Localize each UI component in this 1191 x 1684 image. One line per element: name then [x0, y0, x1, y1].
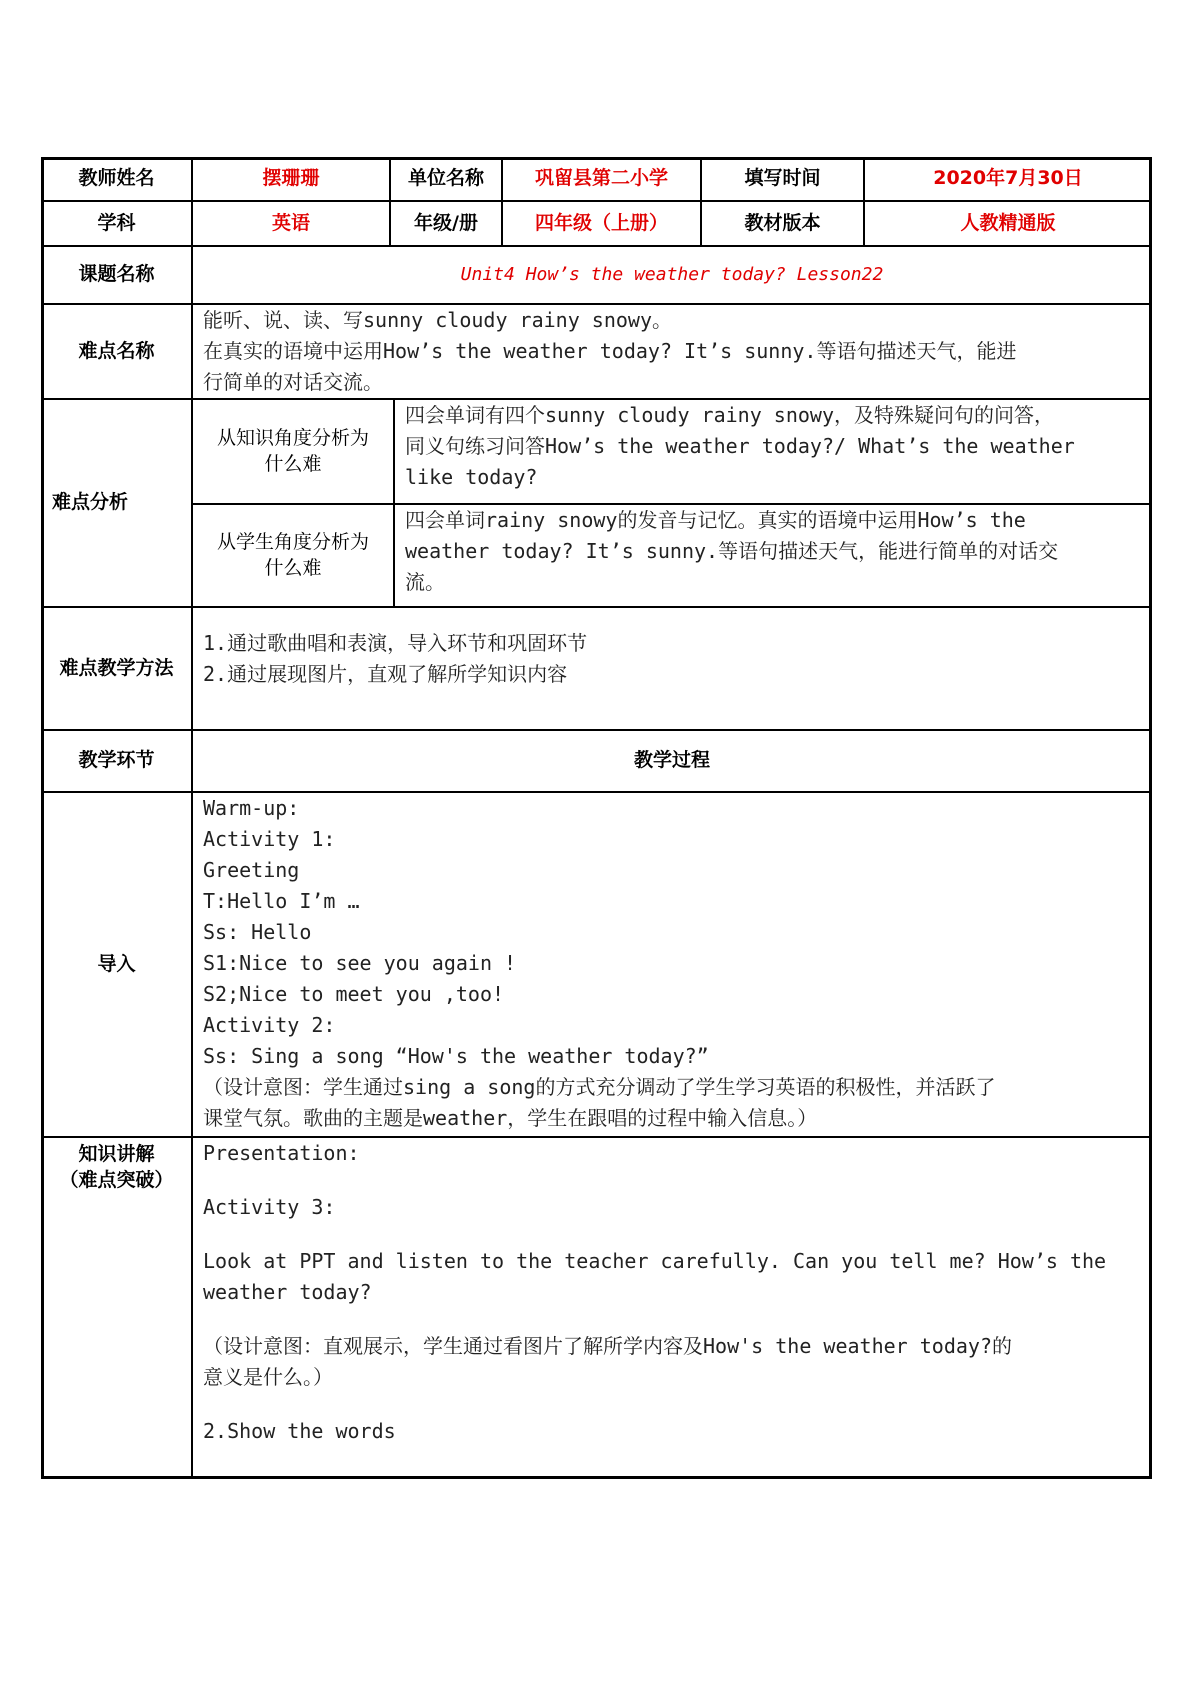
student-angle-label-line: 从学生角度分析为: [216, 530, 369, 553]
intro-line: 课堂气氛。歌曲的主题是weather，学生在跟唱的过程中输入信息。）: [203, 1106, 818, 1130]
knowledge-angle-label: [192, 399, 394, 504]
method-label: 难点教学方法: [41, 607, 192, 730]
difficulty-line: 在真实的语境中运用How’s the weather today? It’s sunny.等语句描述天气，能进: [203, 339, 1017, 363]
intro-line: Warm-up:: [203, 796, 300, 820]
topic-label: 课题名称: [41, 246, 192, 304]
knowledge-content: [192, 1137, 1152, 1479]
subject-label: 学科: [41, 201, 192, 246]
student-angle-content: [394, 504, 1152, 607]
intro-line: S2;Nice to meet you ,too!: [203, 982, 505, 1006]
knowledge-line: 2.Show the words: [203, 1419, 396, 1443]
student-angle-label-line: 什么难: [264, 556, 322, 579]
teaching-process-header: 教学过程: [192, 730, 1152, 792]
intro-line: Activity 2:: [203, 1013, 336, 1037]
intro-line: T:Hello I’m …: [203, 889, 360, 913]
intro-line: Ss: Hello: [203, 920, 312, 944]
intro-line: （设计意图：学生通过sing a song的方式充分调动了学生学习英语的积极性，并活跃了: [203, 1075, 996, 1099]
teacher-name-label: 教师姓名: [41, 157, 192, 201]
fill-date-value: 2020年7月30日: [864, 157, 1152, 201]
difficulty-line: 行简单的对话交流。: [203, 370, 383, 394]
analysis-label: 难点分析: [41, 399, 192, 607]
intro-line: S1:Nice to see you again !: [203, 951, 517, 975]
knowledge-line: Activity 3:: [203, 1195, 336, 1219]
intro-line: Ss: Sing a song “How's the weather today?”: [203, 1044, 709, 1068]
knowledge-angle-label-line: 从知识角度分析为: [216, 426, 369, 449]
knowledge-angle-line: like today?: [405, 465, 538, 489]
knowledge-angle-line: 同义句练习问答How’s the weather today?/ What’s the weather: [405, 434, 1075, 458]
grade-value: 四年级（上册）: [502, 201, 701, 246]
knowledge-angle-line: 四会单词有四个sunny cloudy rainy snowy，及特殊疑问句的问答，: [405, 403, 1054, 427]
subject-value: 英语: [192, 201, 390, 246]
knowledge-line: 意义是什么。）: [203, 1365, 333, 1389]
edition-label: 教材版本: [701, 201, 864, 246]
difficulty-label: 难点名称: [41, 304, 192, 399]
intro-label: 导入: [41, 792, 192, 1137]
knowledge-line: Presentation:: [203, 1141, 360, 1165]
knowledge-label-line: （难点突破）: [59, 1168, 174, 1191]
knowledge-line: Look at PPT and listen to the teacher carefully. Can you tell me? How’s the: [203, 1249, 1107, 1273]
knowledge-label-line: 知识讲解: [78, 1143, 155, 1165]
unit-name-value: 巩留县第二小学: [502, 157, 701, 201]
student-angle-line: 四会单词rainy snowy的发音与记忆。真实的语境中运用How’s the: [405, 508, 1026, 532]
knowledge-angle-content: [394, 399, 1152, 504]
intro-line: Greeting: [203, 858, 300, 882]
difficulty-line: 能听、说、读、写sunny cloudy rainy snowy。: [203, 308, 672, 332]
intro-content: [192, 792, 1152, 1137]
knowledge-line: （设计意图：直观展示，学生通过看图片了解所学内容及How's the weather today?的: [203, 1334, 1012, 1358]
method-content: [192, 607, 1152, 730]
knowledge-label: [41, 1137, 192, 1479]
fill-date-label: 填写时间: [701, 157, 864, 201]
student-angle-line: 流。: [405, 570, 445, 594]
intro-line: Activity 1:: [203, 827, 336, 851]
teacher-name-value: 摆珊珊: [192, 157, 390, 201]
method-line: 1.通过歌曲唱和表演，导入环节和巩固环节: [203, 631, 588, 655]
student-angle-line: weather today? It’s sunny.等语句描述天气，能进行简单的对话交: [405, 539, 1059, 563]
edition-value: 人教精通版: [864, 201, 1152, 246]
grade-label: 年级/册: [390, 201, 502, 246]
method-line: 2.通过展现图片，直观了解所学知识内容: [203, 662, 568, 686]
topic-value: Unit4 How’s the weather today? Lesson22: [192, 246, 1152, 304]
student-angle-label: [192, 504, 394, 607]
difficulty-content: [192, 304, 1152, 399]
teaching-stage-header: 教学环节: [41, 730, 192, 792]
unit-name-label: 单位名称: [390, 157, 502, 201]
knowledge-line: weather today?: [203, 1280, 372, 1304]
knowledge-angle-label-line: 什么难: [264, 452, 322, 475]
lesson-plan-table: [41, 157, 1152, 1479]
